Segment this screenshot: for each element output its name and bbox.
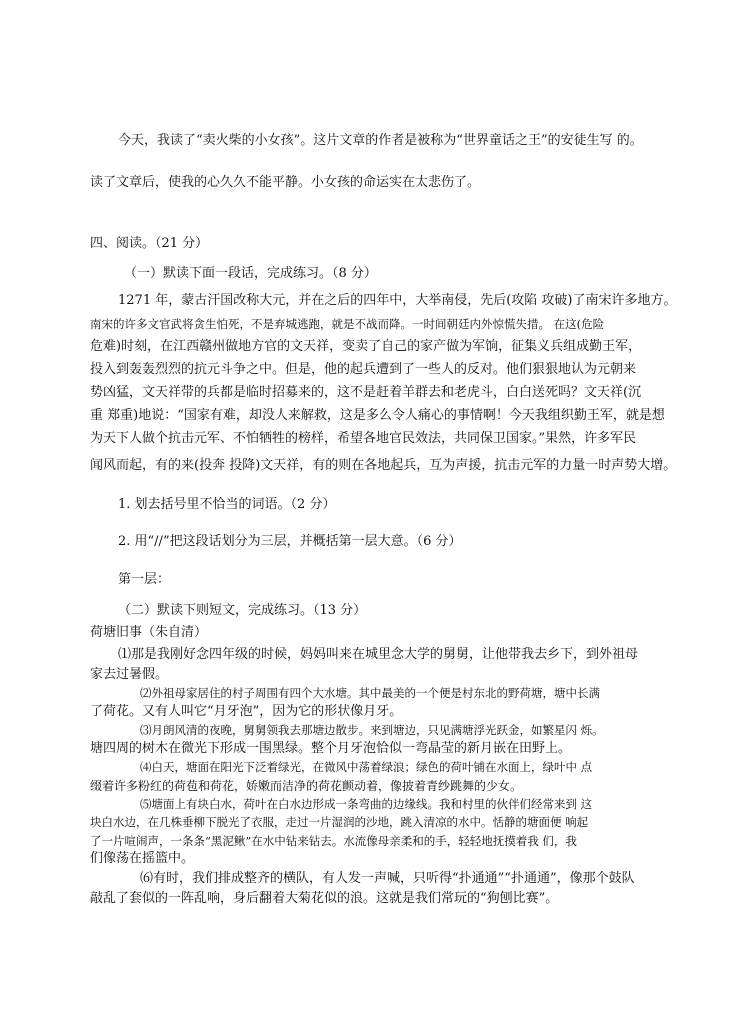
article-line: 们像荡在摇篮中。 xyxy=(90,851,195,866)
article-line: ⑹有时，我们排成整齐的横队，有人发一声喊，只听得“扑通通”“扑通通”，像那个鼓队 xyxy=(140,871,635,886)
article-line: ⑸塘面上有块白水，荷叶在白水边形成一条弯曲的边缘线。我和村里的伙伴们经常来到 这 xyxy=(140,797,593,811)
article-line: 塘四周的树木在微光下形成一围黑绿。整个月牙泡恰似一弯晶莹的新月嵌在田野上。 xyxy=(90,741,572,756)
part2-heading: （二）默读下则短文，完成练习。（13 分） xyxy=(118,603,367,618)
article-line: 了一片喧闹声，一条条“黑泥鳅”在水中钻来钻去。水流像母亲柔和的手，轻轻地抚摸着我 们，我 xyxy=(90,834,577,848)
article-line: 家去过暑假。 xyxy=(90,667,169,682)
article-line: ⑷白天，塘面在阳光下泛着绿光，在微风中荡着绿浪；绿色的荷叶铺在水面上，绿叶中 点 xyxy=(140,760,593,774)
article-line: 敲乱了套似的一阵乱响，身后翻着大菊花似的浪。这就是我们常玩的“狗刨比赛”。 xyxy=(90,891,559,906)
article-line: ⑶月朗风清的夜晚，舅舅领我去那塘边散步。来到塘边，只见满塘浮光跃金，如繁星闪 烁。 xyxy=(140,723,604,737)
article-line: 缀着许多粉红的荷苞和荷花，娇嫩而洁净的荷花颤动着，像披着青纱跳舞的少女。 xyxy=(90,779,523,793)
part1-line: 1271 年，蒙古汗国改称大元，并在之后的四年中，大举南侵，先后(攻陷 攻破)了南宋许多地方。 xyxy=(118,293,677,308)
question-1: 1. 划去括号里不恰当的词语。（2 分） xyxy=(118,497,336,512)
article-title: 荷塘旧事（朱自清） xyxy=(90,625,208,640)
intro-line-2: 读了文章后，使我的心久久不能平静。小女孩的命运实在太悲伤了。 xyxy=(90,175,481,190)
question-2: 2. 用“//”把这段话划分为三层，并概括第一层大意。（6 分） xyxy=(118,534,462,549)
part1-line: 闻风而起，有的来(投奔 投降)文天祥，有的则在各地起兵，互为声援，抗击元军的力量一时声势大增。 xyxy=(90,458,677,473)
intro-line-1: 今天，我读了“卖火柴的小女孩”。这片文章的作者是被称为“世界童话之王”的安徒生写 的。 xyxy=(118,133,643,148)
part1-line: 重 郑重)地说：“国家有难，却没人来解救，这是多么令人痛心的事情啊！今天我组织勤王军，就是想 xyxy=(90,408,665,423)
section-heading: 四、阅读。（21 分） xyxy=(90,236,209,251)
article-line: 了荷花。又有人叫它“月牙泡”，因为它的形状像月牙。 xyxy=(90,704,403,719)
part1-line: 为天下人做个抗击元军、不怕牺牲的榜样，希望各地官民效法，共同保卫国家。”果然，许多军民 xyxy=(90,431,637,446)
part1-line: 势凶猛，文天祥带的兵都是临时招募来的，这不是赶着羊群去和老虎斗，白白送死吗？文天祥(沉 xyxy=(90,385,642,400)
article-line: 块白水边，在几株垂柳下脱光了衣服，走过一片湿润的沙地，跳入清凉的水中。恬静的塘面便 响起 xyxy=(90,815,589,829)
part1-heading: （一）默读下面一段话，完成练习。（8 分） xyxy=(124,266,377,281)
article-line: ⑵外祖母家居住的村子周围有四个大水塘。其中最美的一个便是村东北的野荷塘，塘中长满 xyxy=(140,686,600,700)
part1-line: 南宋的许多文官武将贪生怕死，不是弃城逃跑，就是不战而降。一时间朝廷内外惊慌失措。 在这(危险 xyxy=(90,317,605,331)
part1-line: 危难)时刻，在江西赣州做地方官的文天祥，变卖了自己的家产做为军饷，征集义兵组成勤王军， xyxy=(90,339,642,354)
article-line: ⑴那是我刚好念四年级的时候，妈妈叫来在城里念大学的舅舅，让他带我去乡下，到外祖母 xyxy=(118,647,639,662)
layer-1-label: 第一层： xyxy=(118,572,171,587)
part1-line: 投入到轰轰烈烈的抗元斗争之中。但是，他的起兵遭到了一些人的反对。他们狠狠地认为元朝来 xyxy=(90,362,637,377)
